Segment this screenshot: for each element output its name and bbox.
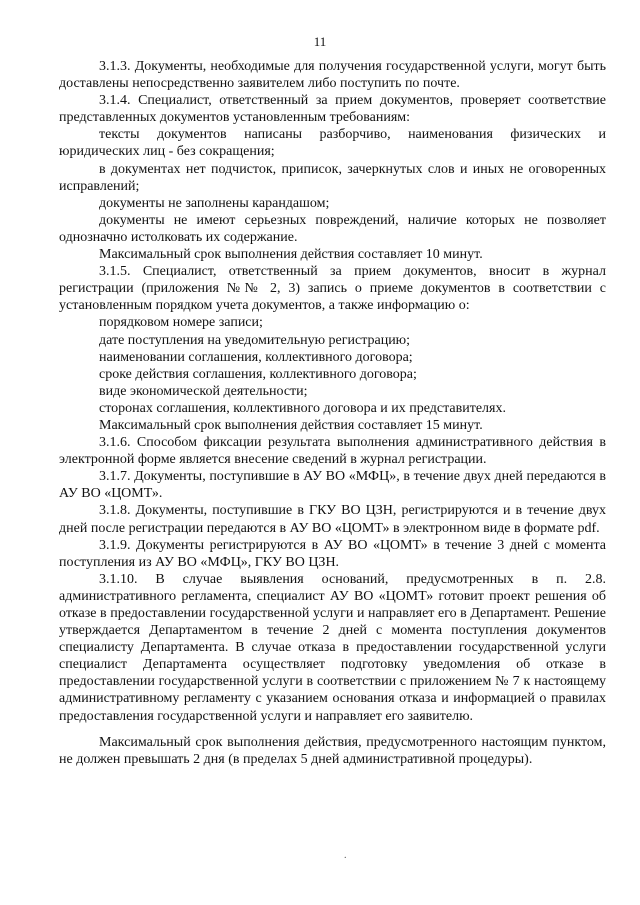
paragraph-3-1-7: 3.1.7. Документы, поступившие в АУ ВО «МФЦ», в течение двух дней передаются в АУ ВО «ЦОМТ».: [59, 469, 606, 502]
max-time-note: Максимальный срок выполнения действия, предусмотренного настоящим пунктом, не должен превышать 2 дня (в пределах 5 дней административной процедуры).: [59, 734, 606, 767]
paragraph-3-1-5: 3.1.5. Специалист, ответственный за прием документов, вносит в журнал регистрации (приложения №№ 2, 3) запись о приеме документов в соответствии с установленным порядком учета документов, а также информацию о:: [59, 264, 606, 314]
max-time-note: Максимальный срок выполнения действия составляет 15 минут.: [99, 417, 483, 433]
page-number: 11: [313, 34, 327, 49]
requirement-item: документы не заполнены карандашом;: [99, 195, 330, 211]
paragraph-3-1-10: 3.1.10. В случае выявления оснований, предусмотренных в п. 2.8. административного регламента, специалист АУ ВО «ЦОМТ» готовит проект решения об отказе в предоставлении государственной услуги и направляет его в Департамент. Решение утверждается Департаментом в течение 2 дней с момента поступления документов специалисту Департамента. В случае отказа в предоставлении государственной услуги специалист Департамента осуществляет подготовку уведомления об отказе в предоставлении государственной услуги в соответствии с приложением № 7 к настоящему административному регламенту с указанием основания отказа и информацией о правилах предоставления государственной услуги и направляет его заявителю.: [59, 571, 606, 724]
paragraph-3-1-9: 3.1.9. Документы регистрируются в АУ ВО «ЦОМТ» в течение 3 дней с момента поступления из АУ ВО «МФЦ», ГКУ ВО ЦЗН.: [59, 537, 606, 570]
requirement-item: документы не имеют серьезных повреждений, наличие которых не позволяет однозначно истолковать их содержание.: [59, 212, 606, 245]
paragraph-3-1-3: 3.1.3. Документы, необходимые для получения государственной услуги, могут быть доставлены непосредственно заявителем либо поступить по почте.: [59, 59, 606, 92]
info-item: наименовании соглашения, коллективного договора;: [99, 349, 413, 365]
info-item: сторонах соглашения, коллективного договора и их представителях.: [99, 400, 506, 416]
info-item: порядковом номере записи;: [99, 315, 263, 331]
paragraph-3-1-4: 3.1.4. Специалист, ответственный за прием документов, проверяет соответствие представленных документов установленным требованиям:: [59, 93, 606, 126]
requirement-item: тексты документов написаны разборчиво, наименования физических и юридических лиц - без сокращения;: [59, 127, 606, 160]
paragraph-3-1-6: 3.1.6. Способом фиксации результата выполнения административного действия в электронной форме является внесение сведений в журнал регистрации.: [59, 435, 606, 468]
document-body: [59, 58, 606, 768]
info-item: дате поступления на уведомительную регистрацию;: [99, 332, 411, 348]
max-time-note: Максимальный срок выполнения действия составляет 10 минут.: [99, 247, 483, 263]
requirement-item: в документах нет подчисток, приписок, зачеркнутых слов и иных не оговоренных исправлений;: [59, 161, 606, 194]
info-item: виде экономической деятельности;: [99, 383, 308, 399]
paragraph-3-1-8: 3.1.8. Документы, поступившие в ГКУ ВО ЦЗН, регистрируются и в течение двух дней после регистрации передаются в АУ ВО «ЦОМТ» в электронном виде в формате pdf.: [59, 503, 606, 536]
info-item: сроке действия соглашения, коллективного договора;: [99, 366, 417, 382]
trailing-mark: .: [344, 850, 347, 861]
